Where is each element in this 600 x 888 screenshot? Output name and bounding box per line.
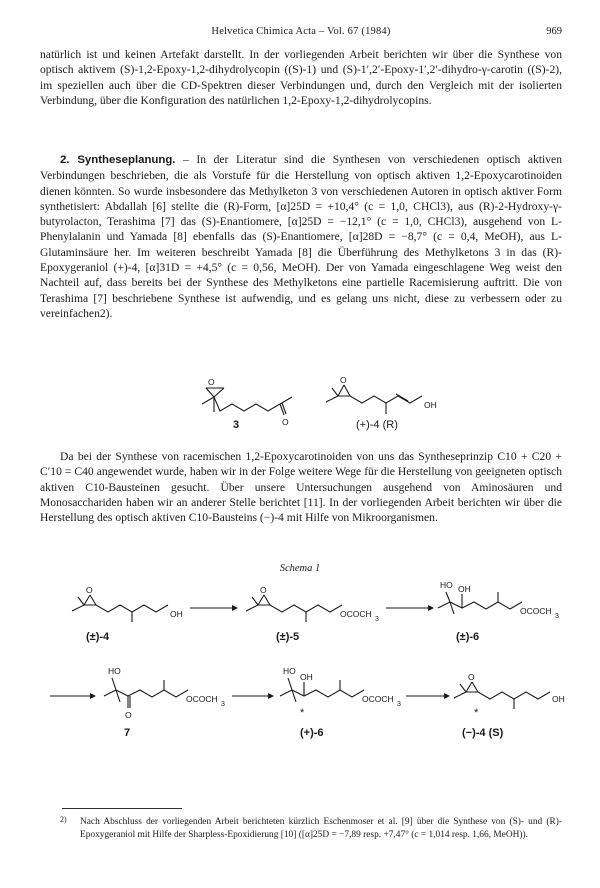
svg-text:O: O <box>86 585 93 595</box>
svg-text:O: O <box>260 585 267 595</box>
svg-text:O: O <box>125 710 132 720</box>
svg-text:OH: OH <box>552 694 565 704</box>
svg-text:OH: OH <box>458 584 471 594</box>
reaction-arrowhead <box>268 693 274 699</box>
schema-title: Schema 1 <box>279 563 321 574</box>
footnote-text: Nach Abschluss der vorliegenden Arbeit berichteten kürzlich Eschenmoser et al. [9] über die Synthese von (S)- und (R)-Epoxygeraniol mit Hilfe der Sharpless-Epoxidierung [10] ([α]25D = −7,89 resp. +7,47° (c = 1,014 resp. 1,66, MeOH)). <box>80 817 562 840</box>
footnote-mark: 2) <box>60 815 67 824</box>
svg-text:3: 3 <box>555 613 559 620</box>
compound-plus-6-structure <box>280 666 401 719</box>
svg-text:HO: HO <box>440 580 453 590</box>
compound-3-structure <box>202 377 292 427</box>
ketone-o-atom: O <box>282 417 289 427</box>
compound-rac-5-structure <box>246 585 379 623</box>
compound-minus-4S-label: (−)-4 (S) <box>462 727 504 739</box>
intro-paragraph: natürlich ist und keinen Artefakt darstellt. In der vorliegenden Arbeit berichten wir über die Synthese von optisch aktivem (S)-1,2-Epoxy-1,2-dihydrolycopin ((S)-1) und (S)-1′,2′-Epoxy-1′,2′-dihydro-γ-carotin ((S)-2), im speziellen auch über die CD-Spektren dieser Verbindungen und, durch den Vergleich mit der isolierten Verbindung, über die Konfiguration des natürlichen 1,2-Epoxy-1,2-dihydrolycopins. <box>40 48 562 107</box>
svg-text:*: * <box>474 707 479 719</box>
footnote-divider <box>62 808 182 809</box>
journal-title: Helvetica Chimica Acta – Vol. 67 (1984) <box>211 26 391 37</box>
section-body: – In der Literatur sind die Synthesen von verschiedenen optisch aktiven Verbindungen beschrieben, die als Vorstufe für die Herstellung von optisch aktiven 1,2-Epoxycarotinoiden dienen könnten. So wurde insbesondere das Methylketon 3 von verschiedenen Autoren in optisch aktiver Form synthetisiert: Abdallah [6] stellte die (R)-Form, [α]25D = +10,4° (c = 1,0, CHCl3), aus (R)-2-Hydroxy-γ-butyrolacton, Terashima [7] das (S)-Enantiomere, [α]25D = −12,1° (c = 1,0, CHCl3), ausgehend von L-Phenylalanin und Yamada [8] ebenfalls das (S)-Enantiomere, [α]28D = −8,7° (c = 0,4, MeOH), aus L-Glutaminsäure her. Im weiteren beschreibt Yamada [8] die Überführung des Methylketons 3 in das (R)-Epoxygeraniol (+)-4, [α]31D = +4,5° (c = 0,56, MeOH). Der von Yamada eingeschlagene Weg weist den Nachteil auf, dass bereits bei der Synthese des Methylketons eine partielle Racemisierung auftritt. Die von Terashima [7] beschriebene Synthese ist aufwendig, und es gelang uns nicht, diese zu verbessern oder zu vereinfachen2). <box>40 153 562 320</box>
compound-rac-4-label: (±)-4 <box>86 631 110 643</box>
section-heading: 2. Syntheseplanung. <box>60 154 176 166</box>
svg-text:3: 3 <box>221 701 225 708</box>
footnote-2 <box>62 816 562 841</box>
section-syntheseplanung <box>40 152 562 321</box>
reaction-arrowhead <box>232 605 238 611</box>
structures-figure <box>0 352 600 432</box>
svg-text:3: 3 <box>397 701 401 708</box>
page-number: 969 <box>546 26 562 37</box>
compound-plus-6-label: (+)-6 <box>300 727 324 739</box>
svg-text:*: * <box>300 707 305 719</box>
compound-3-label: 3 <box>233 419 240 431</box>
svg-text:OH: OH <box>300 672 313 682</box>
svg-text:3: 3 <box>375 616 379 623</box>
svg-text:HO: HO <box>283 666 296 676</box>
compound-minus-4S-structure <box>454 672 565 719</box>
epoxide-o-atom: O <box>340 375 347 385</box>
svg-text:OCOCH: OCOCH <box>520 606 552 616</box>
svg-text:HO: HO <box>108 666 121 676</box>
svg-text:O: O <box>468 672 475 682</box>
reaction-arrowhead <box>444 693 450 699</box>
compound-rac-5-label: (±)-5 <box>276 631 300 643</box>
reaction-arrowhead <box>90 693 96 699</box>
svg-text:OCOCH: OCOCH <box>362 694 394 704</box>
svg-text:OCOCH: OCOCH <box>340 609 372 619</box>
hydroxyl-group: OH <box>424 400 437 410</box>
paragraph-c10-bausteine: Da bei der Synthese von racemischen 1,2-Epoxycarotinoiden von uns das Syntheseprinzip C10 + C20 + C′10 = C40 angewendet wurde, haben wir in der Folge weitere Wege für die Herstellung von geeigneten optisch aktiven C10-Bausteinen gesucht. Über unsere Untersuchungen ausgehend von Aminosäuren und Monosacchariden haben wir an anderer Stelle berichtet [11]. In der vorliegenden Arbeit berichten wir über die Herstellung des optisch aktiven C10-Bausteins (−)-4 mit Hilfe von Mikroorganismen. <box>40 450 562 525</box>
compound-4R-label: (+)-4 (R) <box>356 419 398 431</box>
svg-text:OCOCH: OCOCH <box>186 694 218 704</box>
compound-4R-structure <box>326 375 437 414</box>
svg-text:OH: OH <box>170 609 183 619</box>
schema-1-figure <box>0 578 600 788</box>
running-head <box>40 26 562 42</box>
compound-7-structure <box>104 666 225 720</box>
compound-rac-6-structure <box>438 580 559 620</box>
epoxide-o-atom: O <box>208 377 215 387</box>
compound-rac-4-structure <box>72 585 183 622</box>
reaction-arrowhead <box>428 605 434 611</box>
compound-rac-6-label: (±)-6 <box>456 631 480 643</box>
compound-7-label: 7 <box>124 727 131 739</box>
